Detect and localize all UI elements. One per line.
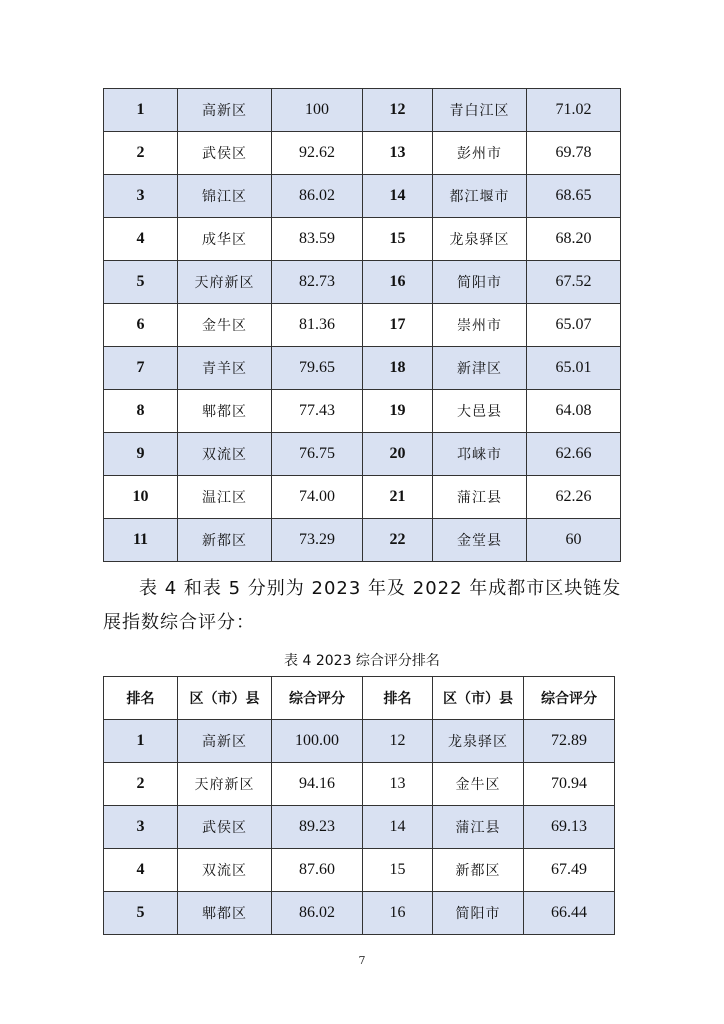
score-cell: 100 — [272, 89, 363, 132]
district-cell: 高新区 — [178, 89, 272, 132]
district-cell: 简阳市 — [433, 892, 524, 935]
rank-cell: 22 — [363, 519, 433, 562]
district-cell: 新都区 — [433, 849, 524, 892]
district-cell: 双流区 — [178, 849, 272, 892]
score-cell: 100.00 — [272, 720, 363, 763]
page-number: 7 — [358, 954, 366, 967]
district-cell: 金堂县 — [433, 519, 527, 562]
score-cell: 65.01 — [527, 347, 621, 390]
district-cell: 崇州市 — [433, 304, 527, 347]
table-row — [104, 519, 621, 562]
rank-cell: 10 — [104, 476, 178, 519]
ranking-table-continued — [103, 88, 621, 562]
score-cell: 60 — [527, 519, 621, 562]
header-rank: 排名 — [104, 677, 178, 720]
rank-cell: 5 — [104, 892, 178, 935]
score-cell: 66.44 — [524, 892, 615, 935]
district-cell: 新津区 — [433, 347, 527, 390]
table-row — [104, 175, 621, 218]
district-cell: 金牛区 — [433, 763, 524, 806]
table-row — [104, 433, 621, 476]
header-rank: 排名 — [363, 677, 433, 720]
district-cell: 武侯区 — [178, 806, 272, 849]
score-cell: 71.02 — [527, 89, 621, 132]
table-row — [104, 720, 615, 763]
rank-cell: 7 — [104, 347, 178, 390]
district-cell: 青白江区 — [433, 89, 527, 132]
rank-cell: 2 — [104, 132, 178, 175]
table-row — [104, 892, 615, 935]
table-row — [104, 806, 615, 849]
rank-cell: 8 — [104, 390, 178, 433]
rank-cell: 15 — [363, 849, 433, 892]
score-cell: 64.08 — [527, 390, 621, 433]
district-cell: 温江区 — [178, 476, 272, 519]
rank-cell: 14 — [363, 175, 433, 218]
score-cell: 94.16 — [272, 763, 363, 806]
rank-cell: 19 — [363, 390, 433, 433]
header-score: 综合评分 — [524, 677, 615, 720]
score-cell: 74.00 — [272, 476, 363, 519]
score-cell: 76.75 — [272, 433, 363, 476]
rank-cell: 21 — [363, 476, 433, 519]
score-cell: 86.02 — [272, 892, 363, 935]
rank-cell: 14 — [363, 806, 433, 849]
rank-cell: 20 — [363, 433, 433, 476]
district-cell: 彭州市 — [433, 132, 527, 175]
score-cell: 69.13 — [524, 806, 615, 849]
rank-cell: 17 — [363, 304, 433, 347]
score-cell: 87.60 — [272, 849, 363, 892]
district-cell: 青羊区 — [178, 347, 272, 390]
table-row — [104, 218, 621, 261]
rank-cell: 6 — [104, 304, 178, 347]
header-district: 区（市）县 — [178, 677, 272, 720]
table-row — [104, 763, 615, 806]
district-cell: 龙泉驿区 — [433, 218, 527, 261]
score-cell: 69.78 — [527, 132, 621, 175]
score-cell: 83.59 — [272, 218, 363, 261]
score-cell: 72.89 — [524, 720, 615, 763]
table-row — [104, 132, 621, 175]
district-cell: 新都区 — [178, 519, 272, 562]
score-cell: 73.29 — [272, 519, 363, 562]
table-row — [104, 476, 621, 519]
rank-cell: 12 — [363, 720, 433, 763]
rank-cell: 5 — [104, 261, 178, 304]
district-cell: 郫都区 — [178, 390, 272, 433]
ranking-table-2023 — [103, 676, 615, 935]
district-cell: 金牛区 — [178, 304, 272, 347]
score-cell: 92.62 — [272, 132, 363, 175]
rank-cell: 11 — [104, 519, 178, 562]
rank-cell: 3 — [104, 175, 178, 218]
rank-cell: 13 — [363, 132, 433, 175]
rank-cell: 18 — [363, 347, 433, 390]
table-row — [104, 390, 621, 433]
header-score: 综合评分 — [272, 677, 363, 720]
intro-paragraph: 表 4 和表 5 分别为 2023 年及 2022 年成都市区块链发展指数综合评分： — [103, 578, 622, 633]
district-cell: 简阳市 — [433, 261, 527, 304]
district-cell: 邛崃市 — [433, 433, 527, 476]
score-cell: 81.36 — [272, 304, 363, 347]
score-cell: 89.23 — [272, 806, 363, 849]
header-district: 区（市）县 — [433, 677, 524, 720]
table-caption: 表 4 2023 综合评分排名 — [284, 653, 440, 669]
score-cell: 82.73 — [272, 261, 363, 304]
rank-cell: 4 — [104, 218, 178, 261]
score-cell: 65.07 — [527, 304, 621, 347]
district-cell: 郫都区 — [178, 892, 272, 935]
score-cell: 68.20 — [527, 218, 621, 261]
score-cell: 70.94 — [524, 763, 615, 806]
district-cell: 蒲江县 — [433, 806, 524, 849]
table-header-row — [104, 677, 615, 720]
rank-cell: 13 — [363, 763, 433, 806]
district-cell: 双流区 — [178, 433, 272, 476]
score-cell: 67.52 — [527, 261, 621, 304]
rank-cell: 12 — [363, 89, 433, 132]
rank-cell: 16 — [363, 892, 433, 935]
score-cell: 67.49 — [524, 849, 615, 892]
district-cell: 蒲江县 — [433, 476, 527, 519]
table-row — [104, 304, 621, 347]
rank-cell: 1 — [104, 89, 178, 132]
rank-cell: 16 — [363, 261, 433, 304]
district-cell: 大邑县 — [433, 390, 527, 433]
rank-cell: 4 — [104, 849, 178, 892]
district-cell: 天府新区 — [178, 763, 272, 806]
rank-cell: 9 — [104, 433, 178, 476]
rank-cell: 15 — [363, 218, 433, 261]
score-cell: 62.66 — [527, 433, 621, 476]
score-cell: 86.02 — [272, 175, 363, 218]
rank-cell: 2 — [104, 763, 178, 806]
table-row — [104, 347, 621, 390]
score-cell: 79.65 — [272, 347, 363, 390]
table-row — [104, 89, 621, 132]
district-cell: 成华区 — [178, 218, 272, 261]
score-cell: 62.26 — [527, 476, 621, 519]
score-cell: 68.65 — [527, 175, 621, 218]
district-cell: 都江堰市 — [433, 175, 527, 218]
table-row — [104, 849, 615, 892]
district-cell: 锦江区 — [178, 175, 272, 218]
score-cell: 77.43 — [272, 390, 363, 433]
district-cell: 武侯区 — [178, 132, 272, 175]
district-cell: 天府新区 — [178, 261, 272, 304]
rank-cell: 3 — [104, 806, 178, 849]
district-cell: 高新区 — [178, 720, 272, 763]
rank-cell: 1 — [104, 720, 178, 763]
table-row — [104, 261, 621, 304]
district-cell: 龙泉驿区 — [433, 720, 524, 763]
